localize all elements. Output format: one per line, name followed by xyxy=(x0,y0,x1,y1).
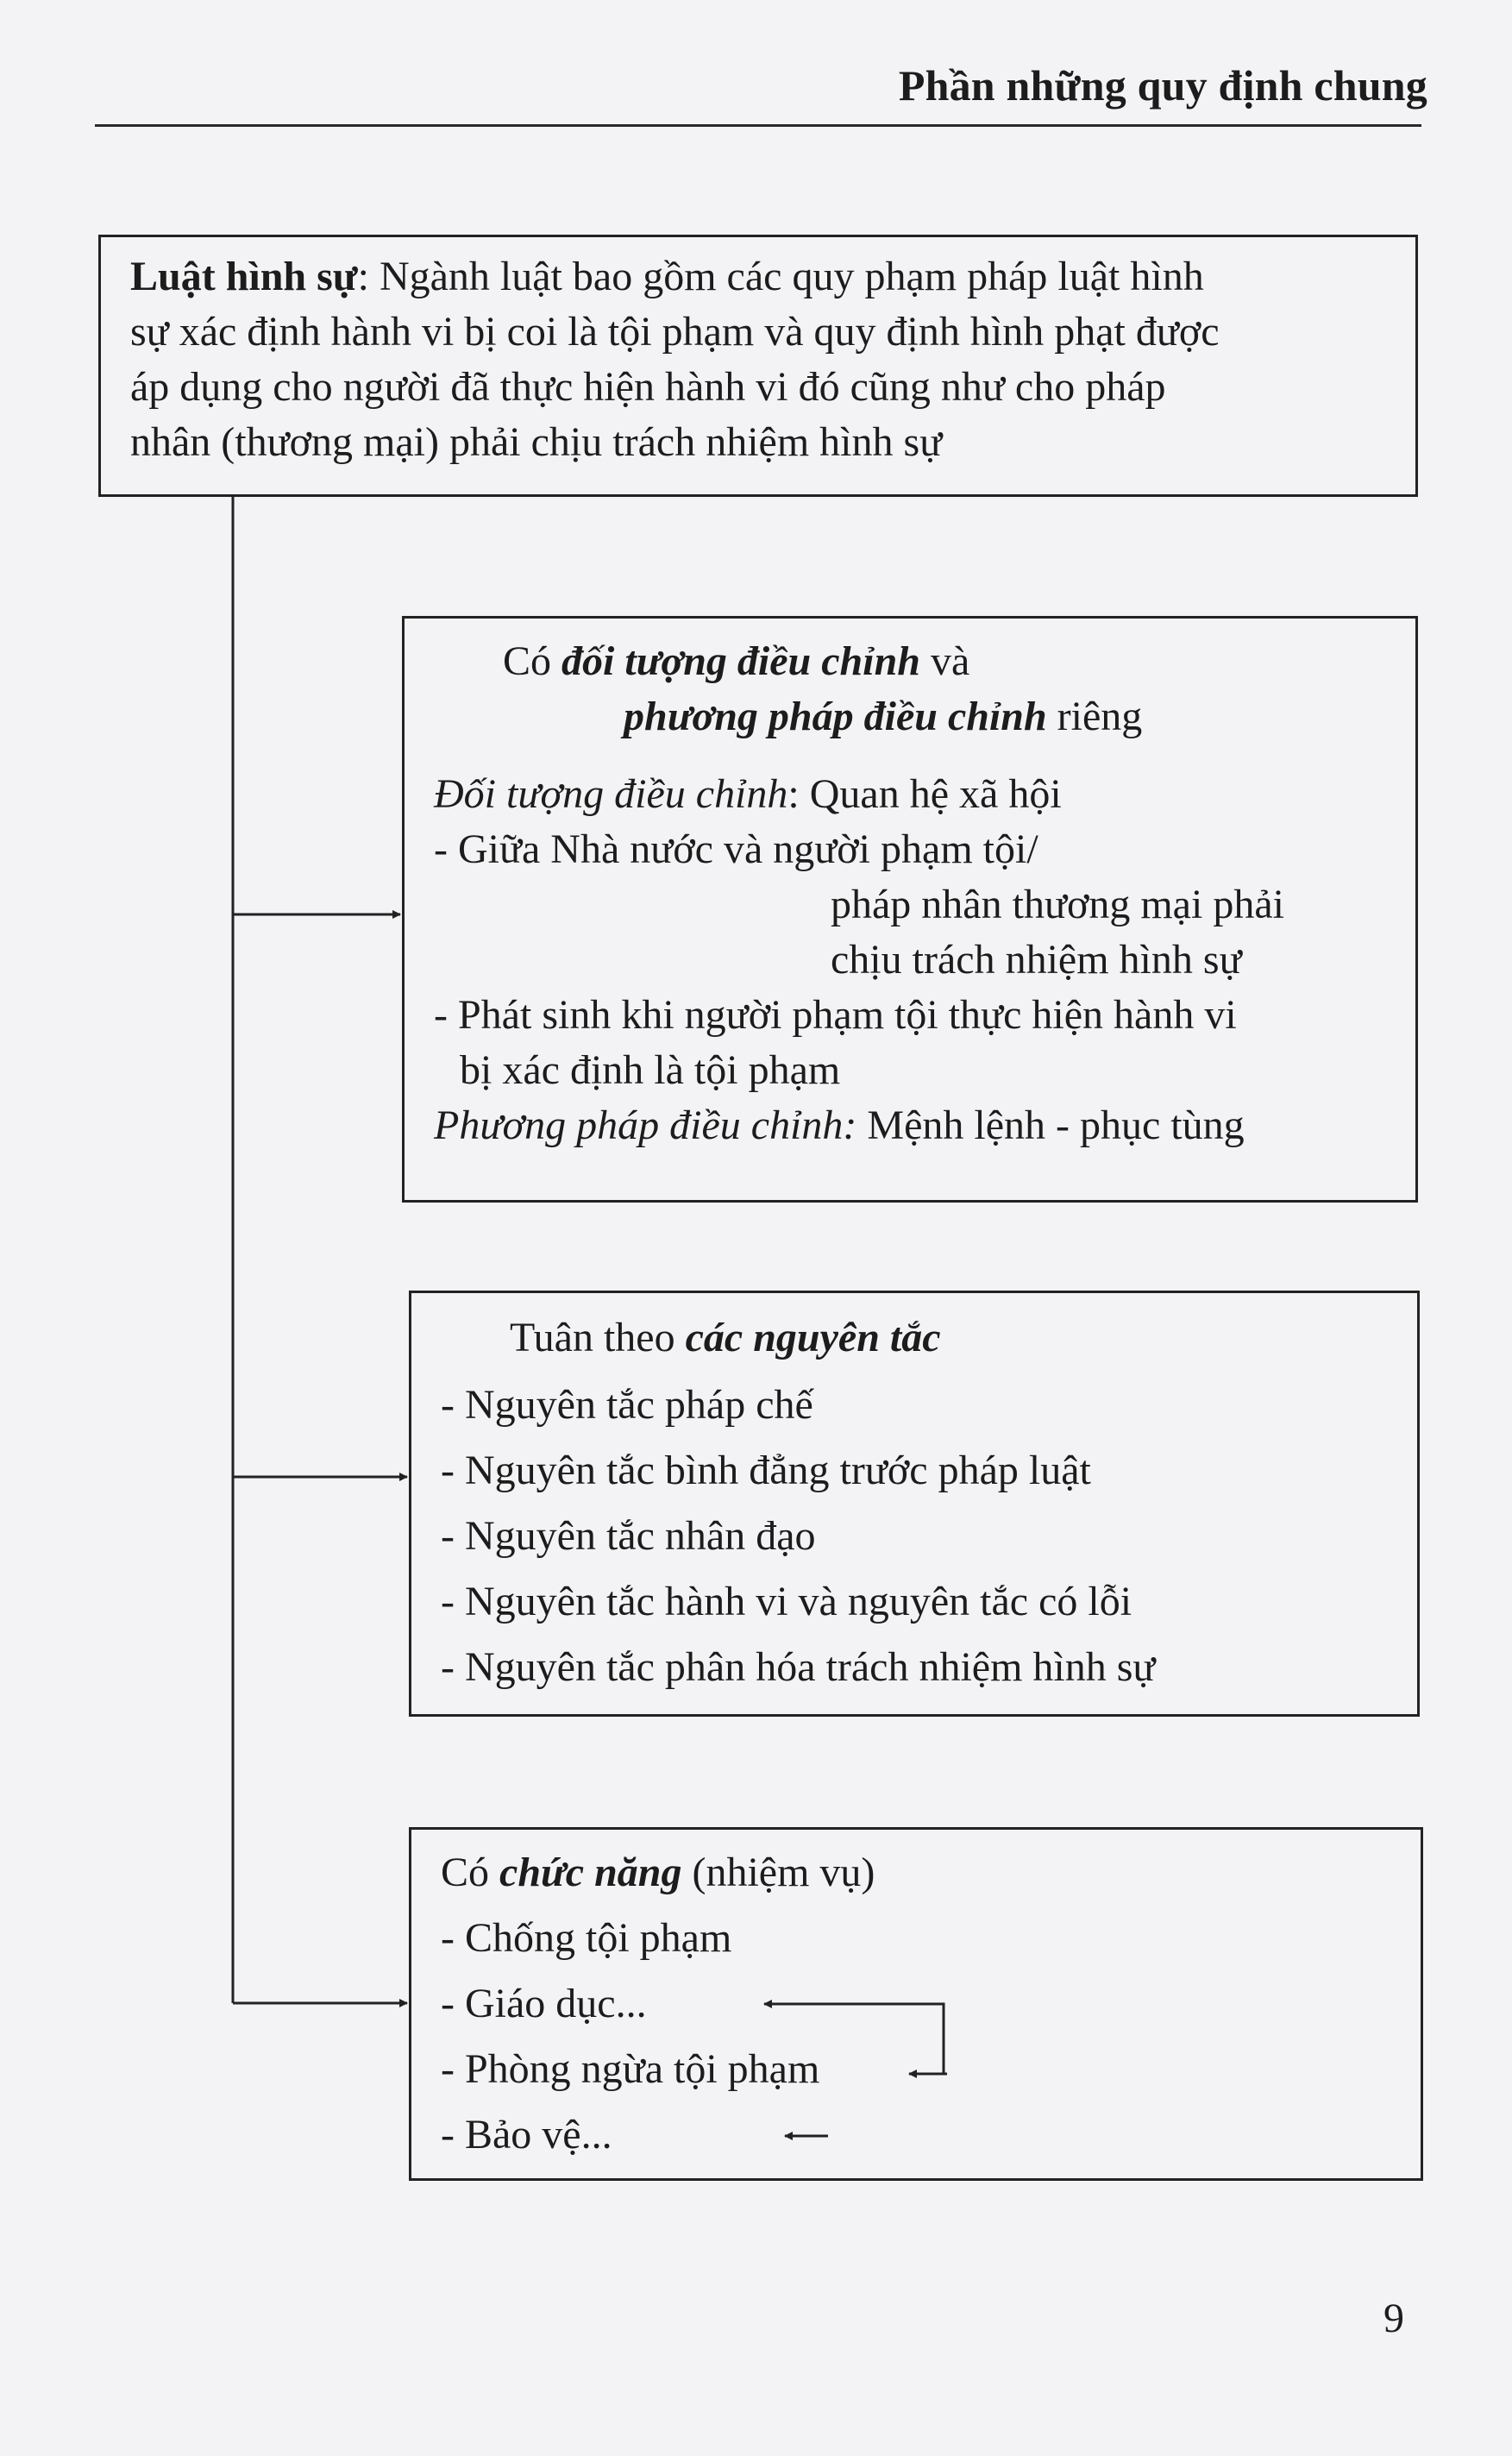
principles-box xyxy=(409,1291,1420,1717)
definition-line-4: nhân (thương mại) phải chịu trách nhiệm hình sự xyxy=(130,419,943,465)
principles-title-prefix: Tuân theo xyxy=(510,1315,686,1360)
function-item: - Bảo vệ... xyxy=(441,2112,612,2158)
principle-item: - Nguyên tắc pháp chế xyxy=(441,1382,813,1428)
object-item: bị xác định là tội phạm xyxy=(460,1047,841,1093)
principle-item: - Nguyên tắc bình đẳng trước pháp luật xyxy=(441,1448,1091,1493)
functions-box xyxy=(409,1827,1423,2181)
object-label: Đối tượng điều chỉnh xyxy=(434,771,788,817)
definition-line-3: áp dụng cho người đã thực hiện hành vi đó cũng như cho pháp xyxy=(130,364,1166,410)
principles-title-emph: các nguyên tắc xyxy=(685,1315,941,1360)
object-emph: đối tượng điều chỉnh xyxy=(562,638,920,684)
principle-item: - Nguyên tắc phân hóa trách nhiệm hình sự xyxy=(441,1644,1156,1690)
object-method-box xyxy=(402,616,1418,1203)
object-item: pháp nhân thương mại phải xyxy=(831,882,1284,927)
functions-title-emph: chức năng xyxy=(499,1850,682,1895)
object-item: chịu trách nhiệm hình sự xyxy=(831,937,1242,983)
object-item: - Giữa Nhà nước và người phạm tội/ xyxy=(434,826,1038,872)
definition-line-1: : Ngành luật bao gồm các quy phạm pháp luật hình xyxy=(357,254,1204,299)
principle-item: - Nguyên tắc hành vi và nguyên tắc có lỗi xyxy=(441,1579,1132,1624)
definition-line-2: sự xác định hành vi bị coi là tội phạm và quy định hình phạt được xyxy=(130,309,1220,355)
running-header: Phần những quy định chung xyxy=(898,61,1427,110)
object-line1-suffix: và xyxy=(919,638,970,684)
definition-term: Luật hình sự xyxy=(130,254,358,299)
definition-box xyxy=(98,235,1418,497)
functions-title-prefix: Có xyxy=(441,1850,500,1895)
object-line1-prefix: Có xyxy=(503,638,562,684)
principle-item: - Nguyên tắc nhân đạo xyxy=(441,1513,816,1559)
method-line2-suffix: riêng xyxy=(1046,694,1143,739)
function-item: - Phòng ngừa tội phạm xyxy=(441,2046,820,2092)
function-item: - Giáo dục... xyxy=(441,1981,647,2026)
page-number: 9 xyxy=(1383,2296,1404,2341)
method-value: Mệnh lệnh - phục tùng xyxy=(856,1102,1245,1148)
functions-title-suffix: (nhiệm vụ) xyxy=(681,1850,875,1895)
method-label: Phương pháp điều chỉnh: xyxy=(434,1102,857,1148)
function-item: - Chống tội phạm xyxy=(441,1915,732,1961)
method-emph: phương pháp điều chỉnh xyxy=(624,694,1047,739)
object-value: : Quan hệ xã hội xyxy=(787,771,1062,817)
object-item: - Phát sinh khi người phạm tội thực hiện hành vi xyxy=(434,992,1237,1038)
